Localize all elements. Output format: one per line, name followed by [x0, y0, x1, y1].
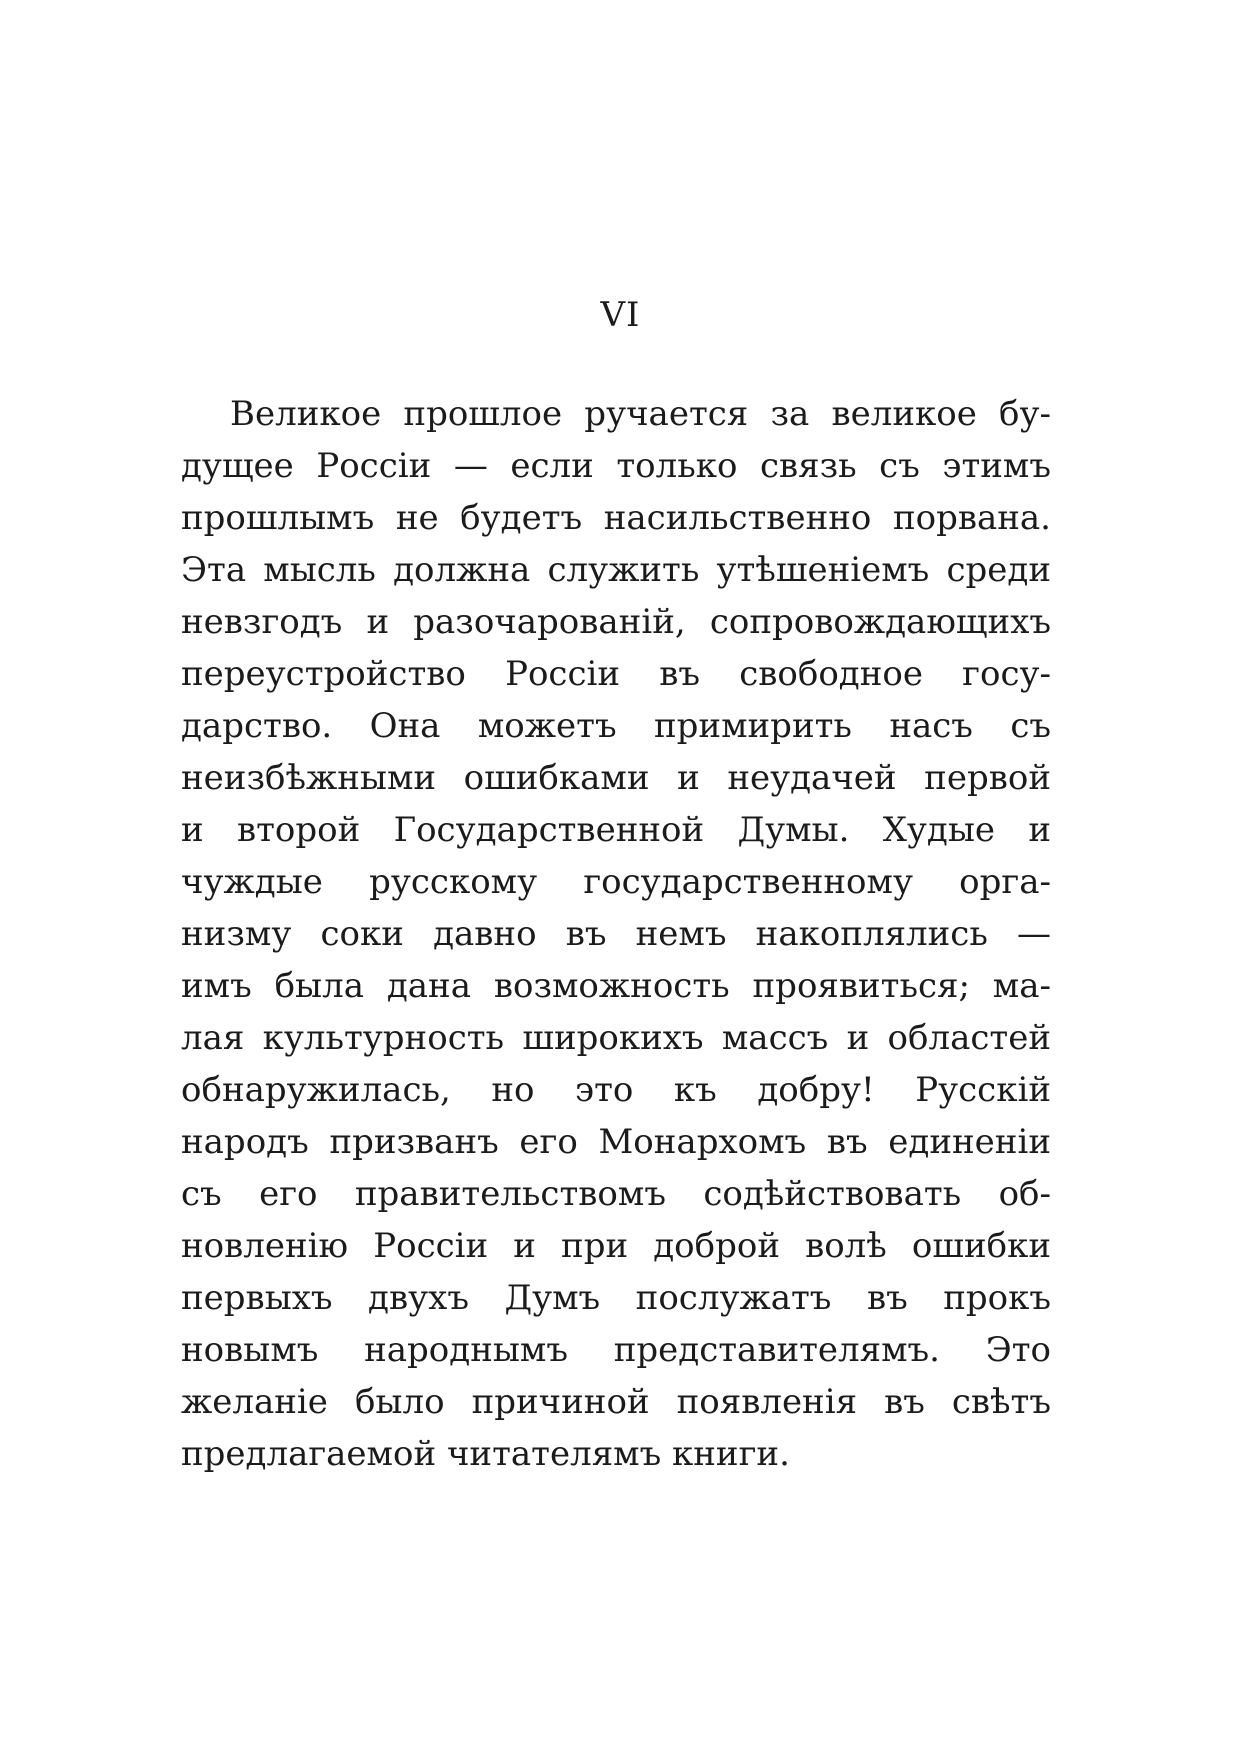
text-line: прошлымъ не будетъ насильственно порвана. — [181, 498, 1051, 538]
text-line: дарство. Она можетъ примирить насъ съ — [181, 706, 1051, 746]
text-line: предлагаемой читателямъ книги. — [181, 1434, 790, 1474]
text-line: желаніе было причиной появленія въ свѣтъ — [181, 1382, 1051, 1422]
page-number: VI — [600, 295, 641, 335]
text-line: новымъ народнымъ представителямъ. Это — [181, 1330, 1051, 1370]
text-line: имъ была дана возможность проявиться; ма- — [181, 966, 1051, 1006]
text-line: обнаружилась, но это къ добру! Русскій — [181, 1070, 1051, 1110]
text-line: чуждые русскому государственному орга- — [181, 862, 1051, 902]
text-line: народъ призванъ его Монархомъ въ единеніи — [181, 1122, 1051, 1162]
text-line: неизбѣжными ошибками и неудачей первой — [181, 758, 1051, 798]
text-line: дущее Россіи — если только связь съ этимъ — [181, 446, 1051, 486]
text-line: и второй Государственной Думы. Худые и — [181, 810, 1051, 850]
text-line: новленію Россіи и при доброй волѣ ошибки — [181, 1226, 1051, 1266]
text-line: низму соки давно въ немъ накоплялись — — [181, 914, 1051, 954]
text-line: первыхъ двухъ Думъ послужатъ въ прокъ — [181, 1278, 1051, 1318]
text-line: переустройство Россіи въ свободное госу- — [181, 654, 1051, 694]
preface-paragraph — [181, 388, 1051, 1480]
text-line: лая культурность широкихъ массъ и областей — [181, 1018, 1051, 1058]
text-line: Великое прошлое ручается за великое бу- — [230, 394, 1051, 434]
text-line: съ его правительствомъ содѣйствовать об- — [181, 1174, 1051, 1214]
text-line: невзгодъ и разочарованій, сопровождающихъ — [181, 602, 1051, 642]
text-line: Эта мысль должна служить утѣшеніемъ среди — [181, 550, 1051, 590]
